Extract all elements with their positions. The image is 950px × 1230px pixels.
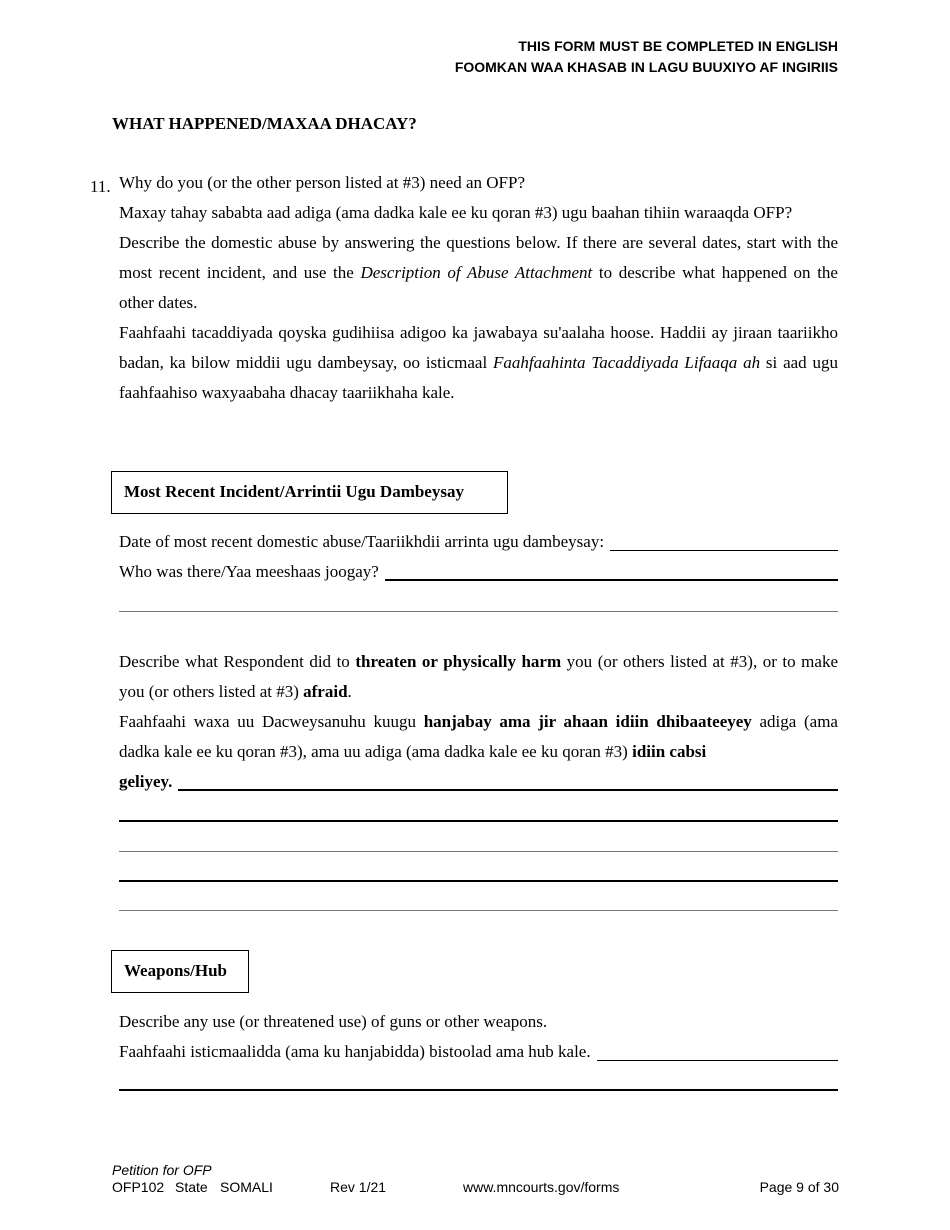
describe-harm-english-text-mid: you (or others listed at #3), or to make you (or others listed at #3)	[119, 652, 838, 701]
describe-harm-first-line	[119, 767, 838, 797]
describe-harm-english-bold-afraid: afraid	[303, 682, 348, 701]
who-was-there-field-line2[interactable]	[119, 611, 838, 612]
language-notice	[455, 36, 838, 78]
language-notice-english: THIS FORM MUST BE COMPLETED IN ENGLISH	[518, 38, 838, 54]
describe-harm-field-line3[interactable]	[119, 851, 838, 852]
weapons-english-row	[119, 1007, 838, 1037]
instructions-english-text-end: to describe what happened on the other dates.	[119, 263, 838, 312]
describe-harm-somali-bold-end: geliyey.	[119, 772, 173, 791]
describe-harm-english-text: Describe what Respondent did to	[119, 652, 356, 671]
who-was-there-field[interactable]	[385, 561, 838, 581]
incident-date-field[interactable]	[610, 531, 838, 551]
describe-harm-somali-text: Faahfaahi waxa uu Dacweysanuhu kuugu	[119, 712, 424, 731]
footer-state: State	[175, 1179, 208, 1195]
footer-revision: Rev 1/21	[330, 1179, 387, 1195]
weapons-field-line2[interactable]	[119, 1089, 838, 1091]
question-english: Why do you (or the other person listed at #3) need an OFP?	[119, 173, 526, 192]
who-was-there-label: Who was there/Yaa meeshaas joogay?	[119, 562, 379, 581]
footer-info-row	[112, 1179, 839, 1196]
describe-harm-english-period: .	[347, 682, 352, 701]
describe-harm-field-line4[interactable]	[119, 880, 838, 882]
footer-form-code: OFP102	[112, 1179, 165, 1195]
question-11	[119, 168, 838, 408]
weapons-somali-label: Faahfaahi isticmaalidda (ama ku hanjabidda) bistoolad ama hub kale.	[119, 1042, 591, 1061]
instructions-somali-text-end: si aad ugu faahfaahiso waxyaabaha dhacay taariikhaha kale.	[119, 353, 838, 402]
describe-harm-somali	[119, 707, 838, 767]
section-title: WHAT HAPPENED/MAXAA DHACAY?	[112, 114, 417, 133]
footer-form-title: Petition for OFP	[112, 1162, 212, 1178]
incident-date-label: Date of most recent domestic abuse/Taariikhdii arrinta ugu dambeysay:	[119, 532, 605, 551]
describe-harm-field[interactable]	[178, 771, 838, 791]
describe-harm-somali-bold-fear: idiin cabsi	[632, 742, 707, 761]
describe-harm-somali-bold: hanjabay ama jir ahaan idiin dhibaateeyey	[423, 712, 752, 731]
weapons-somali-row	[119, 1037, 838, 1067]
describe-harm-block	[119, 647, 838, 797]
incident-date-row	[119, 527, 838, 557]
who-was-there-row	[119, 557, 838, 587]
instructions-english-text: Describe the domestic abuse by answering the questions below. If there are several dates, start with the most recent incident, and use the	[119, 233, 838, 282]
describe-harm-somali-text-mid: adiga (ama dadka kale ee ku qoran #3), ama uu adiga (ama dadka kale ee ku qoran #3)	[119, 712, 838, 761]
instructions-english	[119, 228, 838, 318]
footer-language: SOMALI	[220, 1179, 273, 1195]
describe-harm-english	[119, 647, 838, 707]
most-recent-incident-heading: Most Recent Incident/Arrintii Ugu Dambeysay	[111, 471, 508, 514]
instructions-somali	[119, 318, 838, 408]
instructions-somali-text: Faahfaahi tacaddiyada qoyska gudihiisa adigoo ka jawabaya su'aalaha hoose. Haddii ay jiraan taariikho badan, ka bilow middii ugu dambeysay, oo isticmaal	[119, 323, 838, 372]
weapons-english-label: Describe any use (or threatened use) of guns or other weapons.	[119, 1012, 548, 1031]
attachment-name-somali: Faahfaahinta Tacaddiyada Lifaaqa ah	[493, 353, 761, 372]
attachment-name-english: Description of Abuse Attachment	[360, 263, 593, 282]
language-notice-somali: FOOMKAN WAA KHASAB IN LAGU BUUXIYO AF INGIRIIS	[454, 59, 838, 75]
footer-page-number: Page 9 of 30	[759, 1179, 839, 1195]
weapons-heading: Weapons/Hub	[111, 950, 249, 993]
question-number: 11.	[90, 177, 111, 196]
weapons-field[interactable]	[597, 1041, 838, 1061]
question-somali: Maxay tahay sababta aad adiga (ama dadka kale ee ku qoran #3) ugu baahan tihiin waraaqda OFP?	[119, 203, 793, 222]
describe-harm-field-line5[interactable]	[119, 910, 838, 911]
describe-harm-field-line2[interactable]	[119, 820, 838, 822]
footer-url[interactable]: www.mncourts.gov/forms	[463, 1179, 620, 1195]
page-footer	[112, 1162, 839, 1196]
describe-harm-english-bold: threaten or physically harm	[355, 652, 562, 671]
